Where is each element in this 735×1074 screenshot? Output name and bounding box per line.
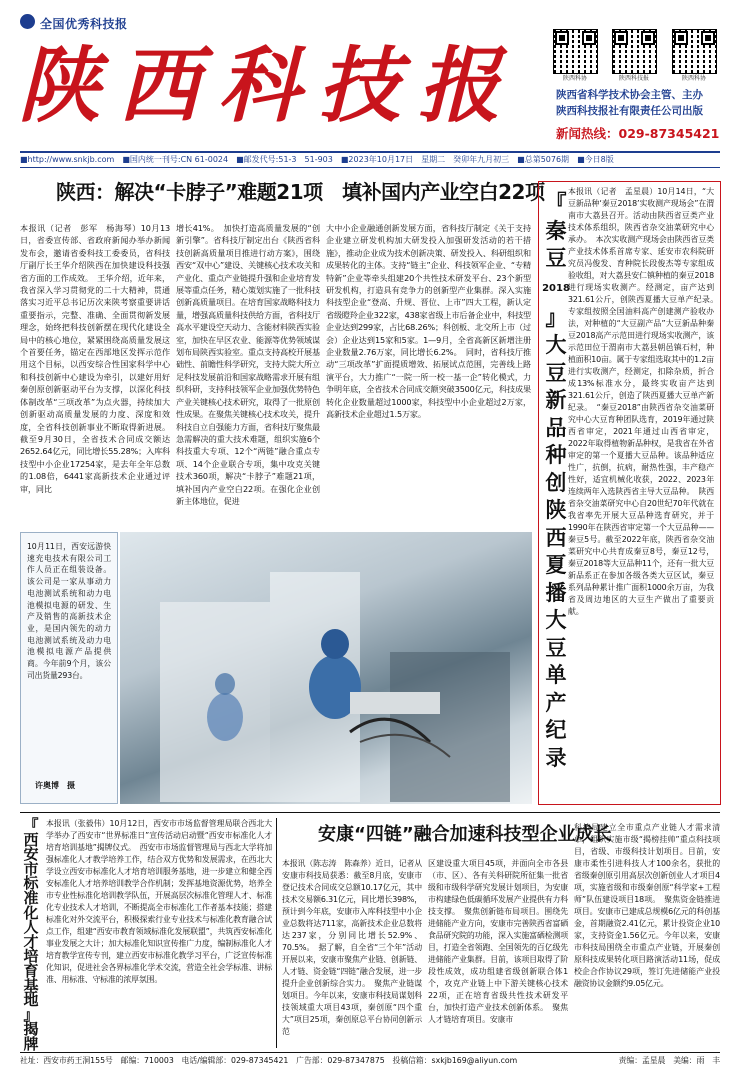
photo-credit: 许奥博 摄 <box>35 781 75 790</box>
headline-char: 录 <box>545 745 567 770</box>
info-bar <box>20 151 720 168</box>
photo-illustration <box>120 532 532 804</box>
story-body: 本报讯（张毅伟）10月12日，西安市市场监督管理局联合西北大学举办了西安市“世界标准日”宣传活动启动暨“西安市标准化人才培育培训基地”揭牌仪式。 西安市市场监督管理局与西北大学将加强标准化人才教学培养工作，结合双方优势和发展需求，在西北大学设立西安市标准化人才培育培训服务基地，进一步建立和健全西安标准化人才培养培训教学合作机制；发挥基地资源优势，培养全市专业性标准化培训教学队伍，开展高层次标准化管理人才、标准化专业技术人才培训，不断提高全市标准化工作者基本技能；搭建标准化对外交流平台，积极探索行业专业技术与标准化教育融合试点工作，组建“西安市教育领域标准化发展联盟”，共筑西安标准化事业发展之大计；加大标准化知识宣传推广力度，编制标准化人才培育教学宣传专刊，建立西安市标准化教学习平台，广泛宣传标准化知识，促进社会各界标准化学术交流，营造全社会学标准、讲标准、用标准、守标准的浓厚氛围。 <box>46 819 272 984</box>
headline-char: 基 <box>23 976 39 995</box>
story-column: 本报讯（记者 彭军 杨海琴）10月13日，省委宣传部、省政府新闻办举办新闻发布会，邀请省委科技工委委员，省科技厅副厅长王华介绍陕西在加快建设科技强省方面的工作成效。 王华介绍，近年来，我省深入学习贯彻党的二十大精神，贯通落实习近平总书记历次来陕考察重要讲话重要指示，完整、准确、全面贯彻新发展理念，始终把科技创新摆在现代化建设全局中的核心地位，紧紧围绕高质量发展这个首要任务，锚定在西部地区发挥示范作用这个目标，以西安综合性国家科学中心和科技创新中心建设为牵引，以建好用好秦创原创新驱动平台为支撑，以深化科技体制改革“三项改革”为点火器，持续加大创新驱动高质量发展的力度、深度和效度，全省科技创新事业不断取得新进展。截至9月30日，全省技术合同成交额达2652.64亿元，同比增长55.28%；入库科技型中小企业17254家，是去年全年总数的1.08倍，6441家高新技术企业通过评审，同比 <box>20 223 170 494</box>
headline-char: 创 <box>545 470 567 495</box>
vertical-headline <box>542 190 570 790</box>
vertical-headline <box>20 816 42 1053</box>
issue-number: ■总第5076期 <box>517 155 570 164</box>
footer-address: 社址：西安市药王洞155号 邮编：710003 电话/编辑部：029-87345421 广告部：029-87347875 投稿信箱：sxkjb169@aliyun.com <box>20 1056 518 1065</box>
story-column: 科技局建立全市重点产业链人才需求清单，组织实施市级“揭榜挂帅”重点科技项目，省级、市级科技计划项目。目前，安康市柔性引进科技人才100余名，获批的省级秦创原引用高层次创新创业人才项目4项，实施省级和市级秦创原“科学家+工程师”队伍建设项目18项。 聚焦资金链推进项目。安康市已建成总规模6亿元的科创基金，首期融资2.41亿元，累计投资企业10家，支持资金1.56亿元。今年以来，安康市科技局围绕全市重点产业链，开展秦创原科技成果转化项目路演活动11场，促成校企合作协议29项，签订先进储能产业投融资协议金额约9.05亿元。 <box>574 823 720 988</box>
headline-char: 陕 <box>545 498 567 522</box>
headline-char: 』 <box>23 1005 39 1024</box>
headline-char: 产 <box>545 690 567 715</box>
footer-bar <box>20 1052 720 1069</box>
headline-char: 标 <box>23 874 39 893</box>
headline-char: 准 <box>23 888 39 907</box>
headline-char: 秦 <box>545 218 567 243</box>
headline-char: 大 <box>545 333 567 357</box>
headline-char: 化 <box>23 903 39 922</box>
newspaper-title: 陕西科技报 <box>18 38 518 134</box>
photo-caption-box <box>20 532 118 804</box>
headline-char: 育 <box>23 961 39 980</box>
footer-editors: 责编：孟星晨 美编：雨 丰 <box>618 1056 720 1065</box>
publication-number: ■国内统一刊号:CN 61-0024 <box>122 155 229 164</box>
story-column: 大中小企业融通创新发展方面，省科技厅制定《关于支持企业建立研发机构加大研发投入加强研发活动的若干措施》，推动企业成为技术创新决策、研发投入、科研组织和成果转化的主体。支持“链主”企业、科技领军企业、“专精特新”企业等牵头组建20个共性技术研发平台、23个新型研发机构，打造具有竞争力的创新型产业集群。深入实施科技型企业“登高、升规、晋位、上市”四大工程，新认定省级瞪羚企业322家，438家省级上市后备企业中，科技型企业达到299家，占比68.26%；科创板、北交所上市（过会）企业达到15家和5家。1—9月，全省高新区新增注册企业数量2.76万家，同比增长6.2%。 同时，省科技厅推动“三项改革”扩面提质增效、拓展试点范围，完善线上路演平台，大力推广“一院一所一校一基一企”转化模式，力争明年底，全省技术合同成交额突破3500亿元，科技成果转化企业数量超过1000家，科技型中小企业超过2万家，高新技术企业超过1.5万家。 <box>326 223 531 420</box>
headline-char: 新 <box>545 388 567 412</box>
headline-char: 才 <box>23 932 39 951</box>
story-headline: 安康“四链”融合加速科技型企业成长 <box>318 824 612 845</box>
badge-text: 全国优秀科技报 <box>40 17 128 31</box>
headline-char: 纪 <box>545 718 567 742</box>
story-body: 本报讯（记者 孟星晨）10月14日，“大豆新品种‘秦豆2018’实收测产现场会”在渭南市大荔县召开。活动由陕西省豆类产业技术体系组织，陕西省杂交油菜研究中心承办。 本次实收测产现场会由陕西省豆类产业技术体系首席专家、延安市农科院研究员冯俊发、育种院长段俊杰等专家组成验收组，对大荔县安仁镇种植的秦豆2018进行现场实收测产。经测定，亩产达到321.61公斤，创陕西夏播大豆单产纪录。 专家组按照全国油料高产创建测产验收办法，对种植的“大豆副产品”大豆新品种秦豆2018高产示范田进行现场实收测产，该示范田位于渭南市大荔县朝邑镇石村，种植面积10亩。属于专家组选取其中的1.2亩进行实收测产，经测定，扣除杂质，折合成13%标准水分，最终实收亩产达到321.61公斤，创造了陕西夏播大豆单产新纪录。 “秦豆2018”由陕西省杂交油菜研究中心大豆育种团队选育，2019年通过陕西省审定，2021年通过山西省审定，2022年取得植物新品种权，是我省在外省审定的第一个夏播大豆品种。该品种适应性广，抗倒，抗病，耐热性强，丰产稳产性好，适宜机械化收获，2022、2023年连续两年入选陕西省主导大豆品种。 陕西省杂交油菜研究中心自20世纪70年代就在我省率先开展大豆品种选育研究，并于1990年在陕西省审定第一个大豆品种——秦豆5号。截至2022年底，陕西省杂交油菜研究中心共育成秦豆8号，秦豆12号，秦豆2018等大豆品种11个，还有一批大豆新品系正在参加各级各类大豆区试，秦豆系列品种累计推广面积1000余万亩，为我省及周边地区的大豆生产做出了重要贡献。 <box>568 187 722 616</box>
headline-char: 品 <box>545 415 567 440</box>
badge-emblem-icon <box>20 14 35 29</box>
headline-char: 市 <box>23 859 39 878</box>
issue-date: ■2023年10月17日 星期二 癸卯年九月初三 <box>340 155 510 164</box>
headline-char: 单 <box>545 663 567 687</box>
qr-code-icon <box>612 29 657 74</box>
website-url[interactable]: ■http://www.snkjb.com <box>20 155 115 164</box>
headline-char: 大 <box>545 608 567 632</box>
qr-label: 陕西科技报 <box>618 75 649 82</box>
page-count: ■今日8版 <box>577 155 614 164</box>
headline-char: 豆 <box>545 246 567 270</box>
headline-char: 豆 <box>545 360 567 385</box>
column-divider <box>276 818 277 1048</box>
headline-char: 种 <box>545 443 567 467</box>
headline-char: 牌 <box>23 1034 39 1053</box>
section-divider <box>20 812 720 813</box>
headline-char: 西 <box>545 525 567 550</box>
headline-char: 夏 <box>545 553 567 577</box>
headline-char: 』 <box>545 305 567 330</box>
headline-char: 『 <box>23 816 39 834</box>
story-column: 本报讯（陈志涛 陈森养）近日，记者从安康市科技局获悉：截至8月底，安康市登记技术合同成交总额10.17亿元，其中技术交易额6.31亿元，同比增长398%，预计到今年底，安康市入库科技型中小企业总数将达711家，高新技术企业总数将达237家，分别同比增长52.9%、70.5%。 据了解，自全省“三个年”活动开展以来，安康市聚焦产业链、创新链、人才链、资金链“四链”融合发展，进一步提升企业创新综合实力。 聚焦产业链谋划项目。今年以来，安康市科技局谋划科技领域重大项目43项，秦创原“四个重大”项目25项，秦创原总平台协同创新示范 <box>282 859 422 1036</box>
story-column: 增长41%。 加快打造高质量发展的“创新引擎”。省科技厅制定出台《陕西省科技创新高质量项目推进行动方案》，围绕西安“双中心”建设、关键核心技术攻关和产业化、重点产业链提升强和企业培育发展等重点任务，精心策划实施了一批科技创新高质量项目。在培育国家战略科技力量，增强高质量科技供给方面，省科技厅高水平建设空天动力、含能材料陕西实验室，加快在早区农业、能源等优势领域谋划布局陕西实验室。重点支持高校开展基础性、前瞻性科学研究，支持大院大所立足科技发展前沿和国家战略需求开展有组织科研，支持科技领军企业加强优势特色产业关键核心技术研究，取得了一批原创性成果。在聚焦关键核心技术攻关，提升科技自立自强能力方面，省科技厅聚焦最急需解决的重大技术难题，组织实施6个科技重大专项、12个“两链”融合重点专项、14个企业联合专项，集中攻克关键技术360项，解决“卡脖子”难题21项，填补国内产业空白22项。在强化企业创新主体地位，促进 <box>176 223 320 506</box>
headline-char: 人 <box>23 918 39 937</box>
headline-char: 播 <box>545 580 567 605</box>
photo-caption: 10月11日，西安远游快速充电技术有限公司工作人员正在组装设备。该公司是一家从事动力电池测试系统和动力电池模拟电源的研发、生产及销售的高新技术企业，是国内领先的动力电池测试系统及动力电池模拟电源产品提供商。今年前9个月，该公司出货量293台。 <box>27 542 111 680</box>
qr-label: 陕西科协 <box>562 75 587 82</box>
story-headline: 陕西：解决“卡脖子”难题21项 填补国内产业空白22项 <box>56 180 545 204</box>
headline-char: 『 <box>545 191 567 215</box>
headline-char: 培 <box>23 947 39 966</box>
qr-code-icon <box>553 29 598 74</box>
headline-char: 2018 <box>542 282 570 294</box>
headline-char: 安 <box>23 845 39 864</box>
news-photo-workers-assembling-equipment <box>120 532 532 804</box>
headline-char: 豆 <box>545 635 567 660</box>
news-hotline: 新闻热线：029-87345421 <box>556 126 720 141</box>
postal-code: ■邮发代号:51-3 51-903 <box>236 155 333 164</box>
headline-char: 西 <box>23 830 39 849</box>
qr-code-icon <box>672 29 717 74</box>
qr-label: 陕西科协 <box>681 75 706 82</box>
headline-char: 揭 <box>23 1020 39 1039</box>
publisher-line: 陕西科技报社有限责任公司出版 <box>556 105 703 117</box>
headline-char: 地 <box>23 991 39 1010</box>
sponsor-line: 陕西省科学技术协会主管、主办 <box>556 89 703 101</box>
story-column: 区建设重大项目45项，并面向全市各县（市、区）、各有关科研院所征集一批省级和市级科学研究发展计划项目，为安康市构建绿色低碳循环发展产业提供有力科技支撑。 聚焦创新链布局项目。围绕先进储能产业方向，安康市完善陕西省富硒食品研究院的功能，深入实施富硒检测项目，打造全省领跑、全国领先的百亿级先进储能产业集群。目前，该项目取得了阶段性成效，成功组建省级创新联合体1个，攻克产业链上中下游关键核心技术22项，正在培育省级共性技术研发平台，加快打造产业技术创新体系。 聚焦人才链培育项目。安康市 <box>428 859 568 1024</box>
